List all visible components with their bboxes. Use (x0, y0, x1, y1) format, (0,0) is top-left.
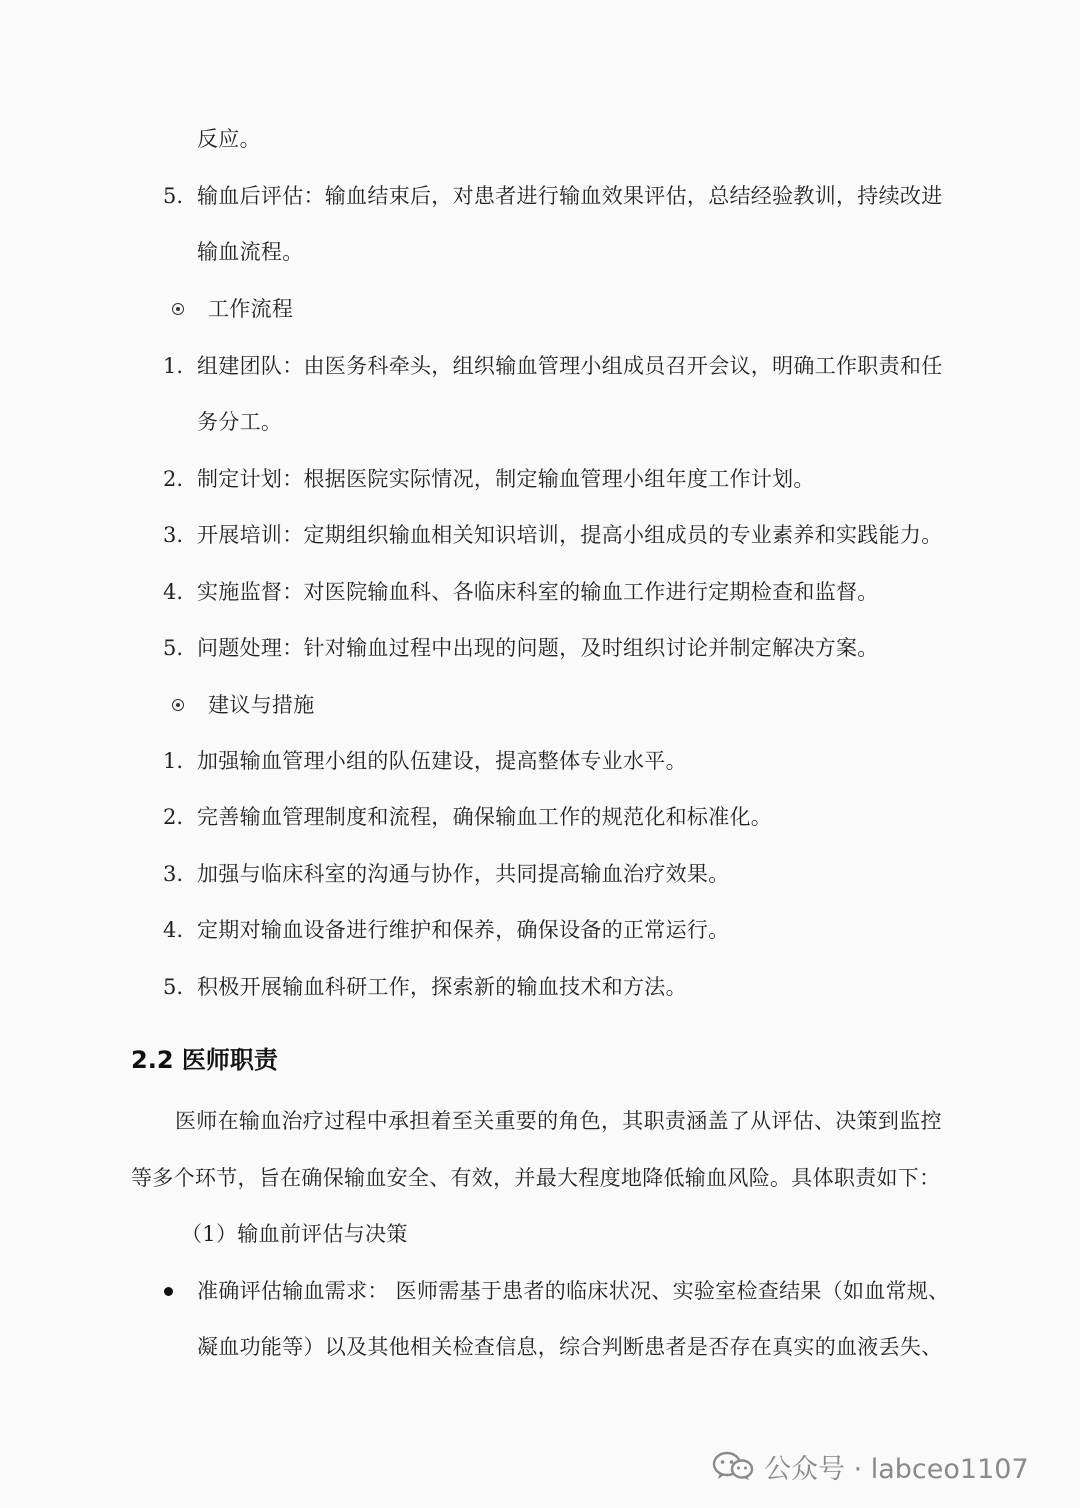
list-item-text: 实施监督：对医院输血科、各临床科室的输血工作进行定期检查和监督。 (197, 580, 879, 604)
paragraph-line: 等多个环节，旨在确保输血安全、有效，并最大程度地降低输血风险。具体职责如下： (131, 1166, 941, 1190)
list-item-text: 输血后评估：输血结束后，对患者进行输血效果评估，总结经验教训，持续改进 (197, 184, 943, 208)
list-item-text: 开展培训：定期组织输血相关知识培训，提高小组成员的专业素养和实践能力。 (197, 523, 943, 547)
list-number: 5. (163, 636, 184, 660)
section-title-suggestions: 建议与措施 (208, 693, 315, 717)
list-item-text-cont: 务分工。 (197, 410, 283, 434)
section-heading: 2.2 医师职责 (131, 1046, 278, 1074)
bullet-dot-icon (164, 1287, 173, 1296)
paragraph-line: 医师在输血治疗过程中承担着至关重要的角色，其职责涵盖了从评估、决策到监控 (175, 1109, 942, 1133)
list-number: 5. (163, 975, 184, 999)
circle-bullet-icon (172, 699, 184, 711)
list-number: 5. (163, 184, 184, 208)
list-number: 2. (163, 805, 184, 829)
list-item-text: 加强与临床科室的沟通与协作，共同提高输血治疗效果。 (197, 862, 730, 886)
list-number: 2. (163, 467, 184, 491)
bullet-item-text: 准确评估输血需求： 医师需基于患者的临床状况、实验室检查结果（如血常规、 (197, 1279, 950, 1303)
watermark-text: 公众号 · labceo1107 (764, 1453, 1029, 1485)
list-item-text: 制定计划：根据医院实际情况，制定输血管理小组年度工作计划。 (197, 467, 815, 491)
bullet-item-text-cont: 凝血功能等）以及其他相关检查信息，综合判断患者是否存在真实的血液丢失、 (197, 1335, 943, 1359)
watermark (712, 1446, 1029, 1486)
list-item-text: 问题处理：针对输血过程中出现的问题，及时组织讨论并制定解决方案。 (197, 636, 879, 660)
list-item-text: 积极开展输血科研工作，探索新的输血技术和方法。 (197, 975, 687, 999)
section-title-workflow: 工作流程 (208, 297, 294, 321)
list-number: 1. (163, 354, 184, 378)
text-line: 反应。 (197, 127, 261, 151)
circle-bullet-icon (172, 303, 184, 315)
list-item-text: 完善输血管理制度和流程，确保输血工作的规范化和标准化。 (197, 805, 773, 829)
list-number: 3. (163, 862, 184, 886)
list-item-text: 加强输血管理小组的队伍建设，提高整体专业水平。 (197, 749, 687, 773)
list-item-text: 定期对输血设备进行维护和保养，确保设备的正常运行。 (197, 918, 730, 942)
list-item-text: 组建团队：由医务科牵头，组织输血管理小组成员召开会议，明确工作职责和任 (197, 354, 943, 378)
wechat-icon (712, 1451, 754, 1481)
list-item-text-cont: 输血流程。 (197, 240, 304, 264)
list-number: 4. (163, 580, 184, 604)
list-number: 4. (163, 918, 184, 942)
list-number: 3. (163, 523, 184, 547)
list-number: 1. (163, 749, 184, 773)
sub-heading: （1）输血前评估与决策 (181, 1222, 408, 1246)
